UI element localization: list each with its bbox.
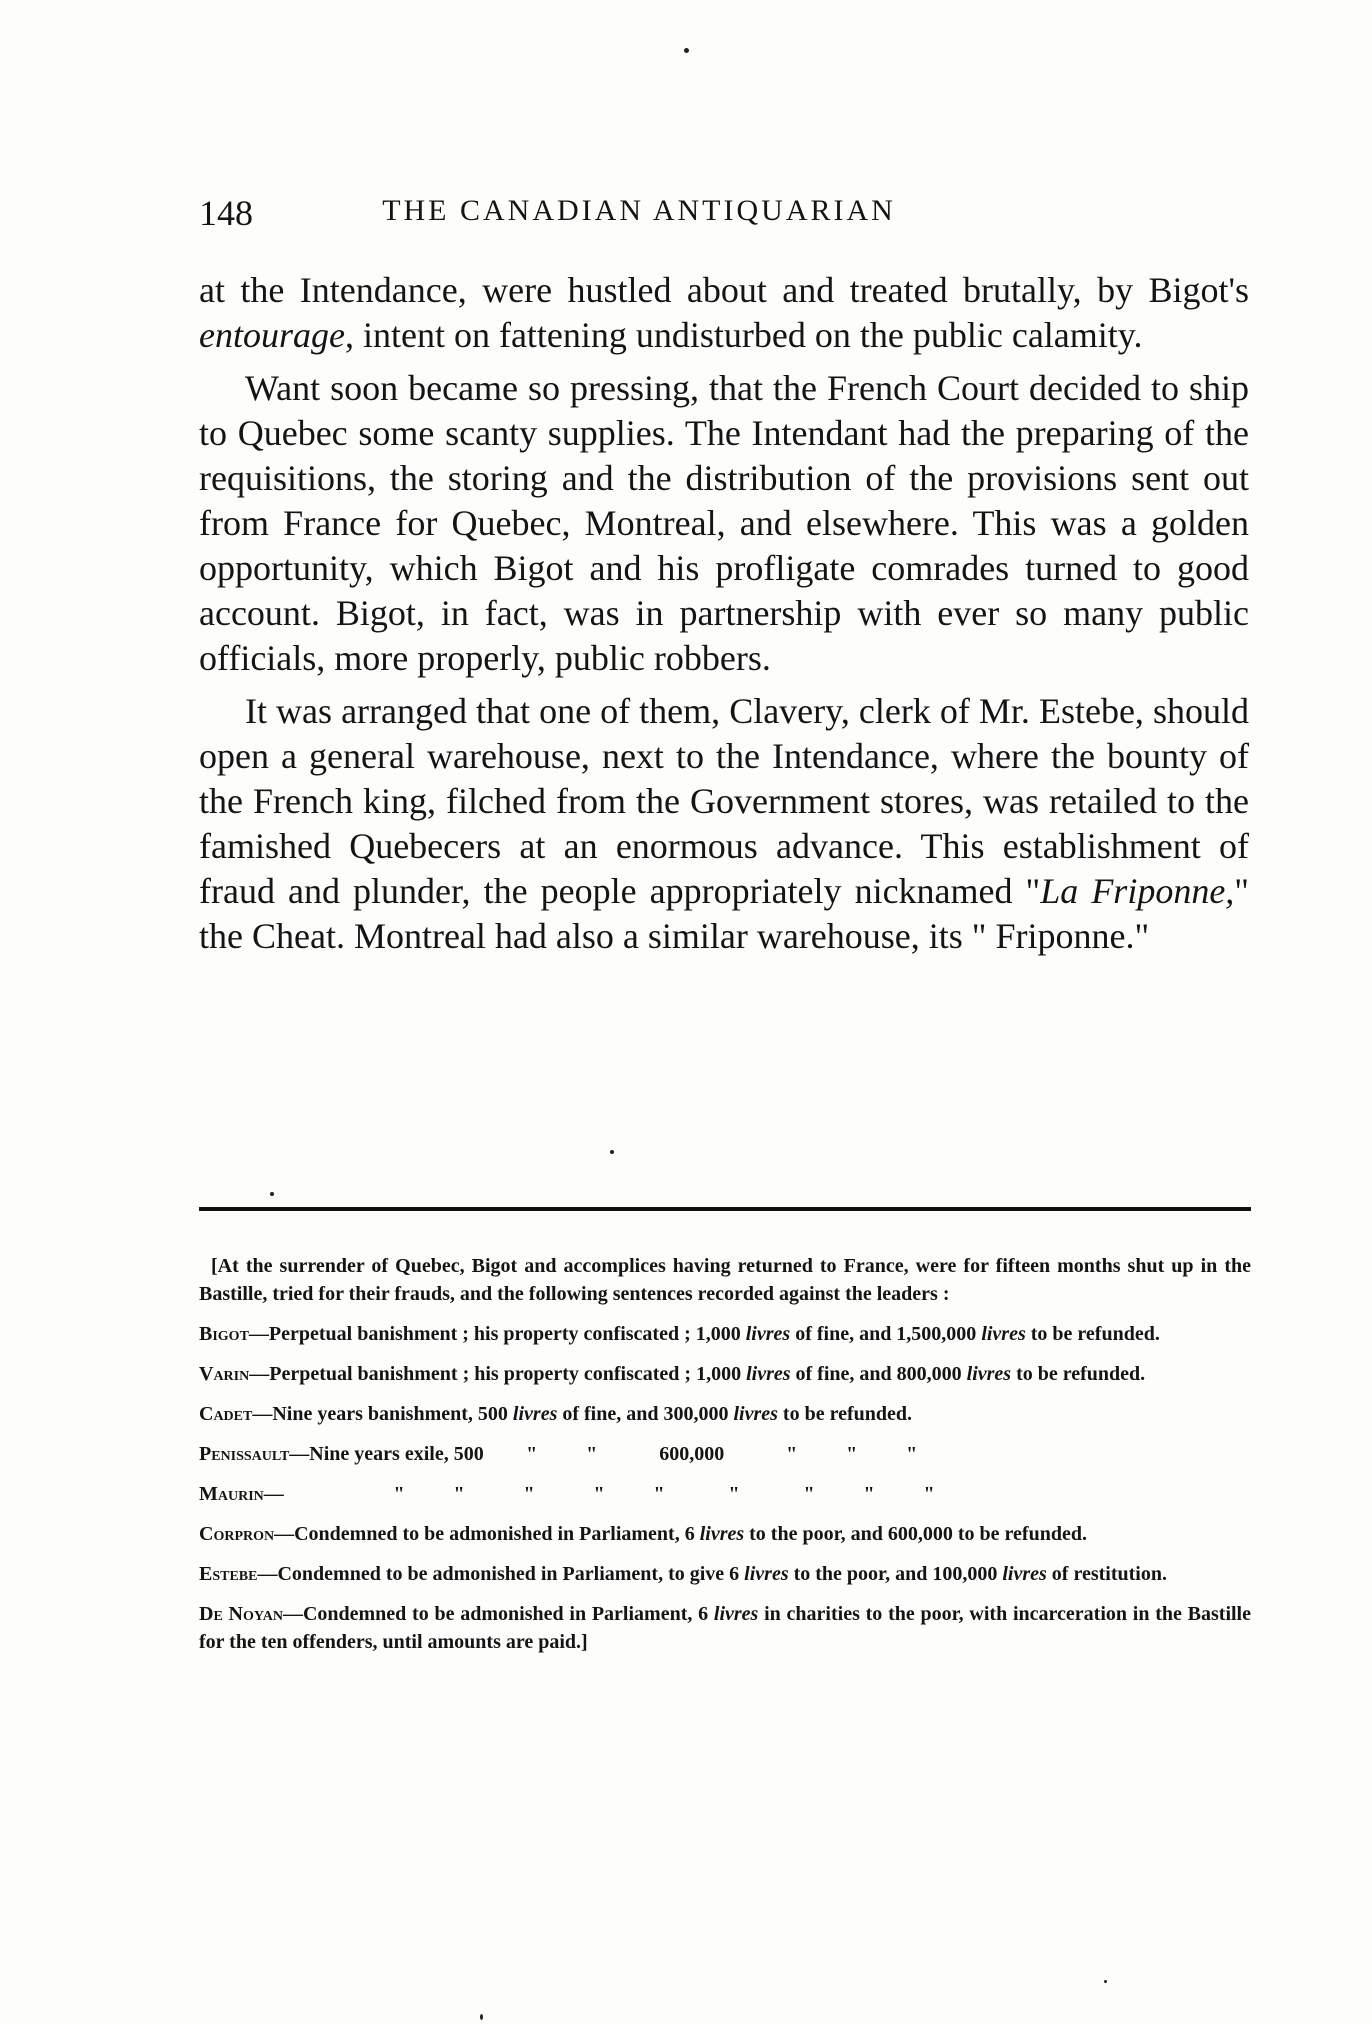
footnote — [199, 1252, 1251, 1668]
ditto-mark: " — [803, 1483, 815, 1505]
print-speck — [684, 48, 689, 53]
ditto-mark: " — [906, 1443, 918, 1465]
sentence-bigot: Bigot—Perpetual banishment ; his property confiscated ; 1,000 livres of fine, and 1,500,000 livres to be refunded. — [199, 1323, 1160, 1345]
sentence-cadet: Cadet—Nine years banishment, 500 livres of fine, and 300,000 livres to be refunded. — [199, 1403, 913, 1425]
running-title: THE CANADIAN ANTIQUARIAN — [382, 194, 896, 227]
ditto-mark: " — [586, 1443, 598, 1465]
penissault-amount: 600,000 — [659, 1443, 725, 1465]
ditto-mark: " — [728, 1483, 740, 1505]
ditto-mark: " — [393, 1483, 405, 1505]
paragraph: at the Intendance, were hustled about and treated brutally, by Bigot's entourage, intent on fattening undisturbed on the public calamity. — [199, 270, 1249, 355]
sentence-de-noyan: De Noyan—Condemned to be admonished in Parliament, 6 livres in charities to the poor, with incarceration in the Bastille for the ten offenders, until amounts are paid.] — [199, 1603, 1251, 1653]
print-speck — [610, 1150, 614, 1154]
page-number: 148 — [199, 193, 253, 233]
ditto-mark: " — [653, 1483, 665, 1505]
ditto-mark: " — [863, 1483, 875, 1505]
print-speck — [270, 1192, 274, 1196]
page-header — [199, 192, 1079, 242]
ditto-mark: " — [846, 1443, 858, 1465]
paragraph: Want soon became so pressing, that the French Court decided to ship to Quebec some scanty supplies. The Intendant had the preparing of the requisitions, the storing and the distribution of the provisions sent out from France for Quebec, Montreal, and elsewhere. This was a golden opportunity, which Bigot and his profligate comrades turned to good account. Bigot, in fact, was in partnership with ever so many public officials, more properly, public robbers. — [199, 368, 1249, 678]
ditto-mark: " — [923, 1483, 935, 1505]
print-speck — [480, 2014, 483, 2020]
paragraph: It was arranged that one of them, Clavery, clerk of Mr. Estebe, should open a general warehouse, next to the Intendance, where the bounty of the French king, filched from the Government stores, was retailed to the famished Quebecers at an enormous advance. This establishment of fraud and plunder, the people appropriately nicknamed "La Friponne," the Cheat. Montreal had also a similar warehouse, its " Friponne." — [199, 691, 1249, 956]
sentence-estebe: Estebe—Condemned to be admonished in Parliament, to give 6 livres to the poor, and 100,000 livres of restitution. — [199, 1563, 1167, 1585]
sentence-corpron: Corpron—Condemned to be admonished in Parliament, 6 livres to the poor, and 600,000 to be refunded. — [199, 1523, 1087, 1545]
ditto-mark: " — [593, 1483, 605, 1505]
sentence-varin: Varin—Perpetual banishment ; his property confiscated ; 1,000 livres of fine, and 800,000 livres to be refunded. — [199, 1363, 1146, 1385]
ditto-mark: " — [786, 1443, 798, 1465]
footnote-intro: [At the surrender of Quebec, Bigot and accomplices having returned to France, were for fifteen months shut up in the Bastille, tried for their frauds, and the following sentences recorded against the leaders : — [199, 1255, 1251, 1305]
sentence-penissault: Penissault —Nine years exile, 500 " " 600,000 " " " — [199, 1440, 1251, 1468]
ditto-mark: " — [526, 1443, 538, 1465]
print-speck — [1104, 1980, 1107, 1983]
sentence-maurin: Maurin— " " " " " " " " " — [199, 1480, 1251, 1508]
ditto-mark: " — [453, 1483, 465, 1505]
footnote-separator-rule — [199, 1207, 1251, 1211]
ditto-mark: " — [523, 1483, 535, 1505]
main-text — [199, 268, 1249, 967]
